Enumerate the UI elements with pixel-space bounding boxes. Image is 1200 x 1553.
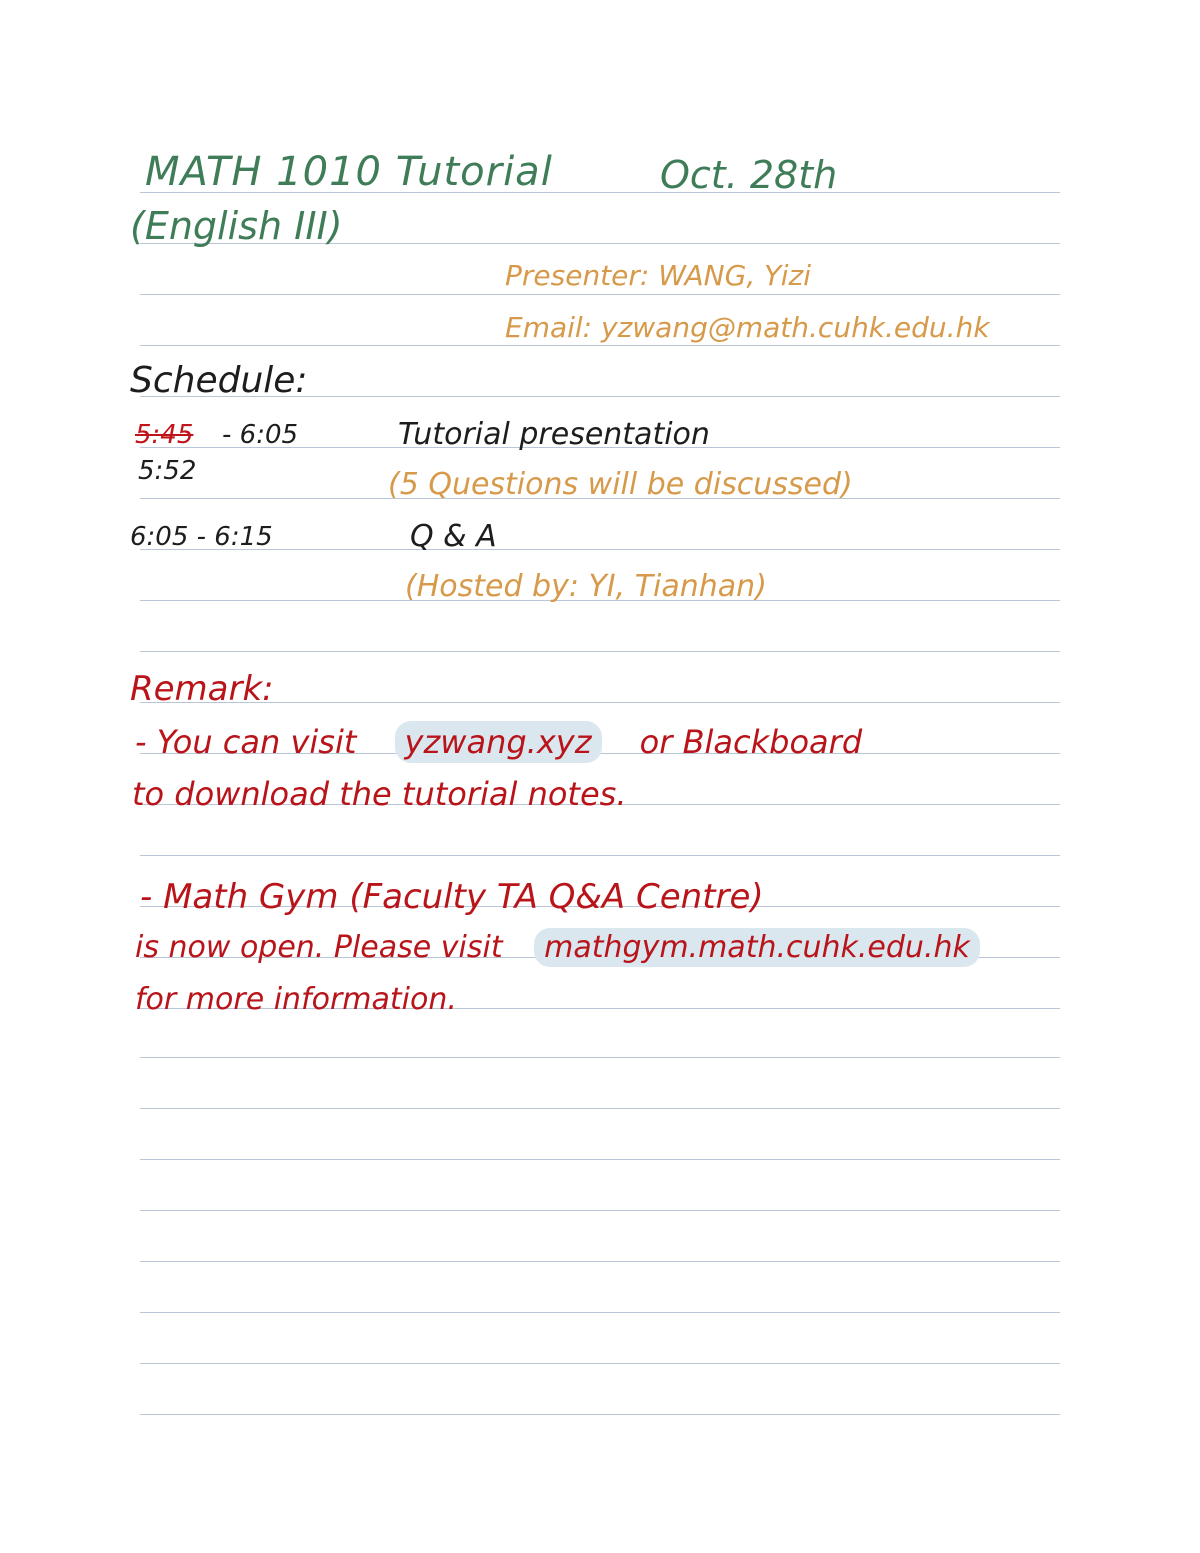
ruled-line xyxy=(140,1363,1060,1364)
ruled-line xyxy=(140,549,1060,550)
section-label: (English III) xyxy=(130,204,343,248)
remark-2-line-1: - Math Gym (Faculty TA Q&A Centre) xyxy=(140,877,764,917)
mathgym-link[interactable]: mathgym.math.cuhk.edu.hk xyxy=(534,928,980,967)
schedule-end-time: - 6:05 xyxy=(222,420,299,450)
ruled-line xyxy=(140,1108,1060,1109)
remark-heading: Remark: xyxy=(130,669,274,709)
schedule-old-start-time: 5:45 xyxy=(135,420,194,450)
page-title: MATH 1010 Tutorial xyxy=(145,149,553,195)
schedule-activity-qa: Q & A xyxy=(410,519,497,554)
remark-1-line-1 xyxy=(135,723,863,761)
ruled-line xyxy=(140,702,1060,703)
remark-2-prefix: is now open. Please visit xyxy=(135,930,503,965)
ruled-line xyxy=(140,855,1060,856)
schedule-new-start-time: 5:52 xyxy=(138,456,197,486)
ruled-line xyxy=(140,651,1060,652)
remark-2-line-2 xyxy=(135,930,980,965)
ruled-line xyxy=(140,1414,1060,1415)
ruled-line xyxy=(140,1312,1060,1313)
tutorial-date: Oct. 28th xyxy=(660,153,838,197)
ruled-line xyxy=(140,294,1060,295)
remark-1-prefix: - You can visit xyxy=(135,723,357,761)
schedule-activity-presentation: Tutorial presentation xyxy=(398,417,710,452)
schedule-note-host: (Hosted by: YI, Tianhan) xyxy=(405,569,767,604)
schedule-heading: Schedule: xyxy=(130,360,308,401)
schedule-note-questions: (5 Questions will be discussed) xyxy=(388,467,853,502)
ruled-line xyxy=(140,1261,1060,1262)
remark-2-line-3: for more information. xyxy=(135,982,457,1017)
ruled-line xyxy=(140,1057,1060,1058)
ruled-line xyxy=(140,1210,1060,1211)
ruled-line xyxy=(140,345,1060,346)
remark-1-line-2: to download the tutorial notes. xyxy=(132,775,627,813)
email-line: Email: yzwang@math.cuhk.edu.hk xyxy=(505,311,990,344)
schedule-qa-time: 6:05 - 6:15 xyxy=(130,522,273,552)
presenter-line: Presenter: WANG, Yizi xyxy=(505,259,811,292)
yzwang-link[interactable]: yzwang.xyz xyxy=(395,721,602,763)
remark-1-suffix: or Blackboard xyxy=(639,723,863,761)
ruled-line xyxy=(140,1159,1060,1160)
